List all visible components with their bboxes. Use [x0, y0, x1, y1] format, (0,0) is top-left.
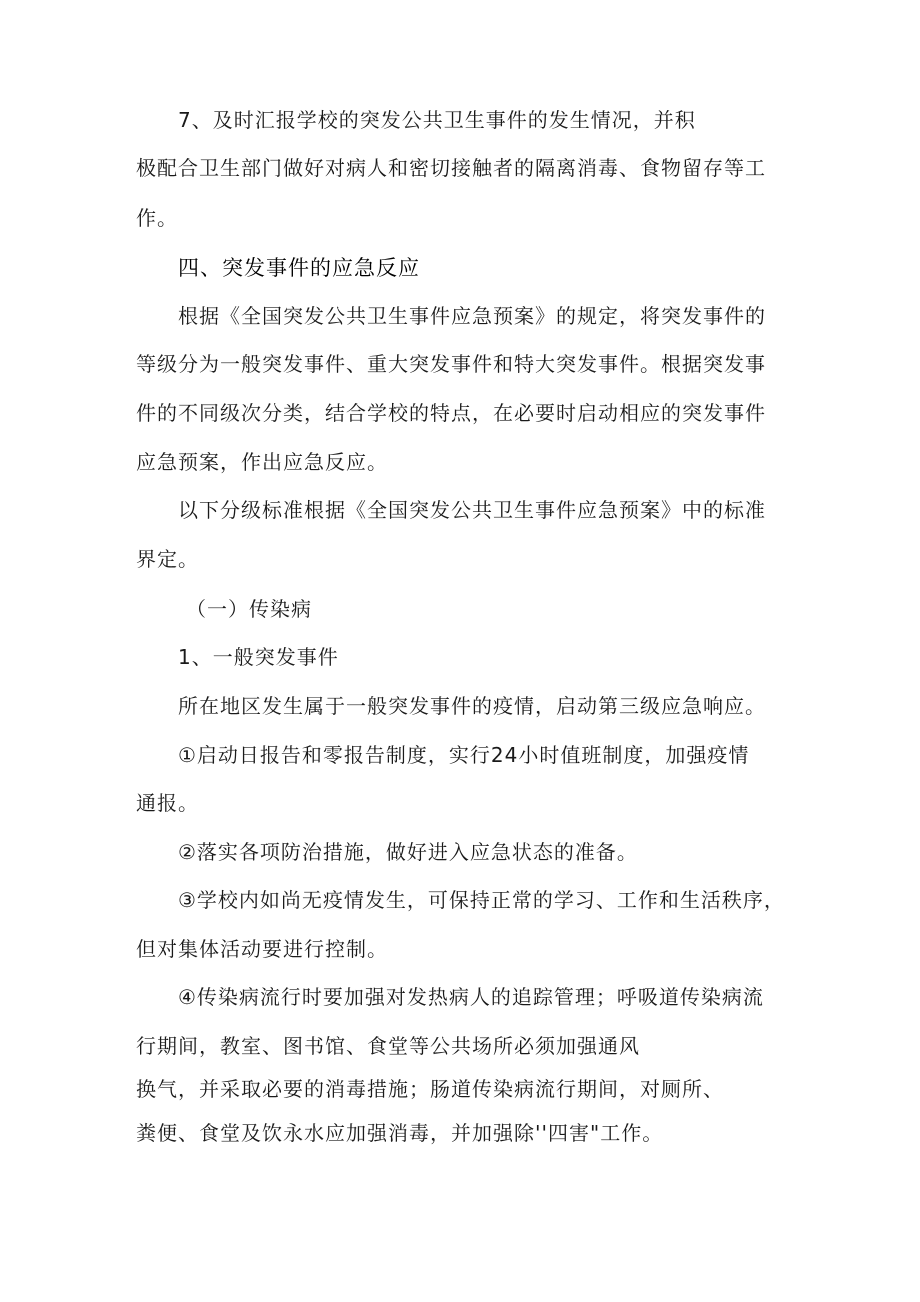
paragraph-line: 所在地区发生属于一般突发事件的疫情，启动第三级应急响应。 — [178, 694, 766, 718]
paragraph-line: 7、及时汇报学校的突发公共卫生事件的发生情况，并积 — [178, 108, 696, 132]
list-item-line: 行期间，教室、图书馆、食堂等公共场所必须加强通风 — [136, 1034, 640, 1058]
item-heading: 1、一般突发事件 — [178, 645, 339, 669]
paragraph-line: 等级分为一般突发事件、重大突发事件和特大突发事件。根据突发事 — [136, 352, 766, 376]
paragraph-line: 件的不同级次分类，结合学校的特点，在必要时启动相应的突发事件 — [136, 401, 766, 425]
list-item-line: 但对集体活动要进行控制。 — [136, 937, 388, 961]
section-heading: 四、突发事件的应急反应 — [178, 256, 420, 280]
subsection-heading: （一）传染病 — [186, 597, 312, 621]
paragraph-line: 以下分级标准根据《全国突发公共卫生事件应急预案》中的标准 — [178, 498, 766, 522]
list-item-line: 换气，并采取必要的消毒措施；肠道传染病流行期间，对厕所、 — [136, 1077, 724, 1101]
paragraph-line: 作。 — [136, 206, 178, 230]
list-item-line: ②落实各项防治措施，做好进入应急状态的准备。 — [178, 840, 638, 864]
list-item-line: 粪便、食堂及饮永水应加强消毒，并加强除''四害"工作。 — [136, 1121, 664, 1145]
paragraph-line: 根据《全国突发公共卫生事件应急预案》的规定，将突发事件的 — [178, 304, 766, 328]
list-item-line: ③学校内如尚无疫情发生，可保持正常的学习、工作和生活秩序， — [178, 888, 785, 912]
list-item-line: ①启动日报告和零报告制度，实行24小时值班制度，加强疫情 — [178, 743, 750, 767]
paragraph-line: 应急预案，作出应急反应。 — [136, 450, 388, 474]
paragraph-line: 界定。 — [136, 547, 199, 571]
list-item-line: 通报。 — [136, 791, 199, 815]
list-item-line: ④传染病流行时要加强对发热病人的追踪管理；呼吸道传染病流 — [178, 985, 764, 1009]
paragraph-line: 极配合卫生部门做好对病人和密切接触者的隔离消毒、食物留存等工 — [136, 156, 766, 180]
